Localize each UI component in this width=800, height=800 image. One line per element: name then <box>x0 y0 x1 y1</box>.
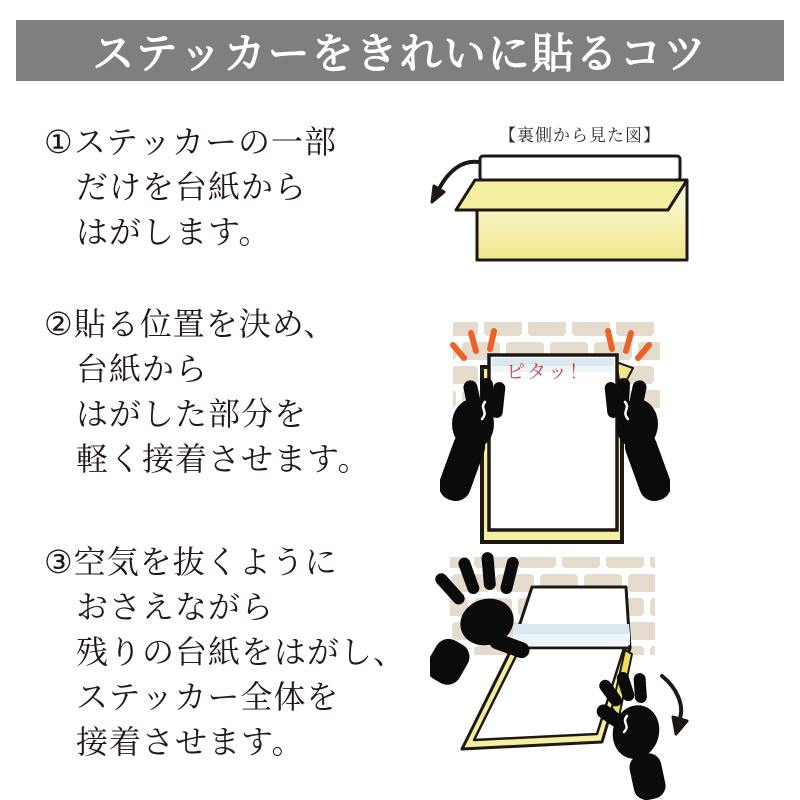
illustration-peel-backing <box>425 118 790 268</box>
step3-line1: ③空気を抜くように <box>44 544 338 580</box>
step2-text <box>44 302 444 482</box>
page-title: ステッカーをきれいに貼るコツ <box>92 29 708 77</box>
step3-line4: ステッカー全体を <box>76 679 340 715</box>
step2-line4: 軽く接着させます。 <box>76 441 371 477</box>
back-view-label: 【裏側から見た図】 <box>499 126 661 145</box>
pull-arrow-icon <box>662 676 687 734</box>
illustration-position-sticker <box>440 318 670 548</box>
step1-line3: はがします。 <box>76 214 272 250</box>
step1-line1: ①ステッカーの一部 <box>44 124 338 160</box>
step2-line3: はがした部分を <box>76 396 308 432</box>
step3-text <box>44 540 444 765</box>
title-banner <box>16 20 784 81</box>
illustration-press-and-peel <box>430 550 800 800</box>
step1-text <box>44 120 444 255</box>
stick-sound-caption: ピタッ！ <box>506 362 591 383</box>
step3-line5: 接着させます。 <box>76 724 305 760</box>
adhesive-strip-fade <box>513 634 630 645</box>
step1-line2: だけを台紙から <box>76 169 308 205</box>
step3-line3: 残りの台紙をはがし、 <box>76 634 407 670</box>
sticker-back-strip <box>480 156 680 180</box>
step2-line2: 台紙から <box>76 351 209 387</box>
step3-line2: おさえながら <box>76 589 275 625</box>
backing-flap <box>456 180 687 210</box>
adhesive-strip <box>513 624 630 634</box>
step2-line1: ②貼る位置を決め、 <box>44 306 337 342</box>
